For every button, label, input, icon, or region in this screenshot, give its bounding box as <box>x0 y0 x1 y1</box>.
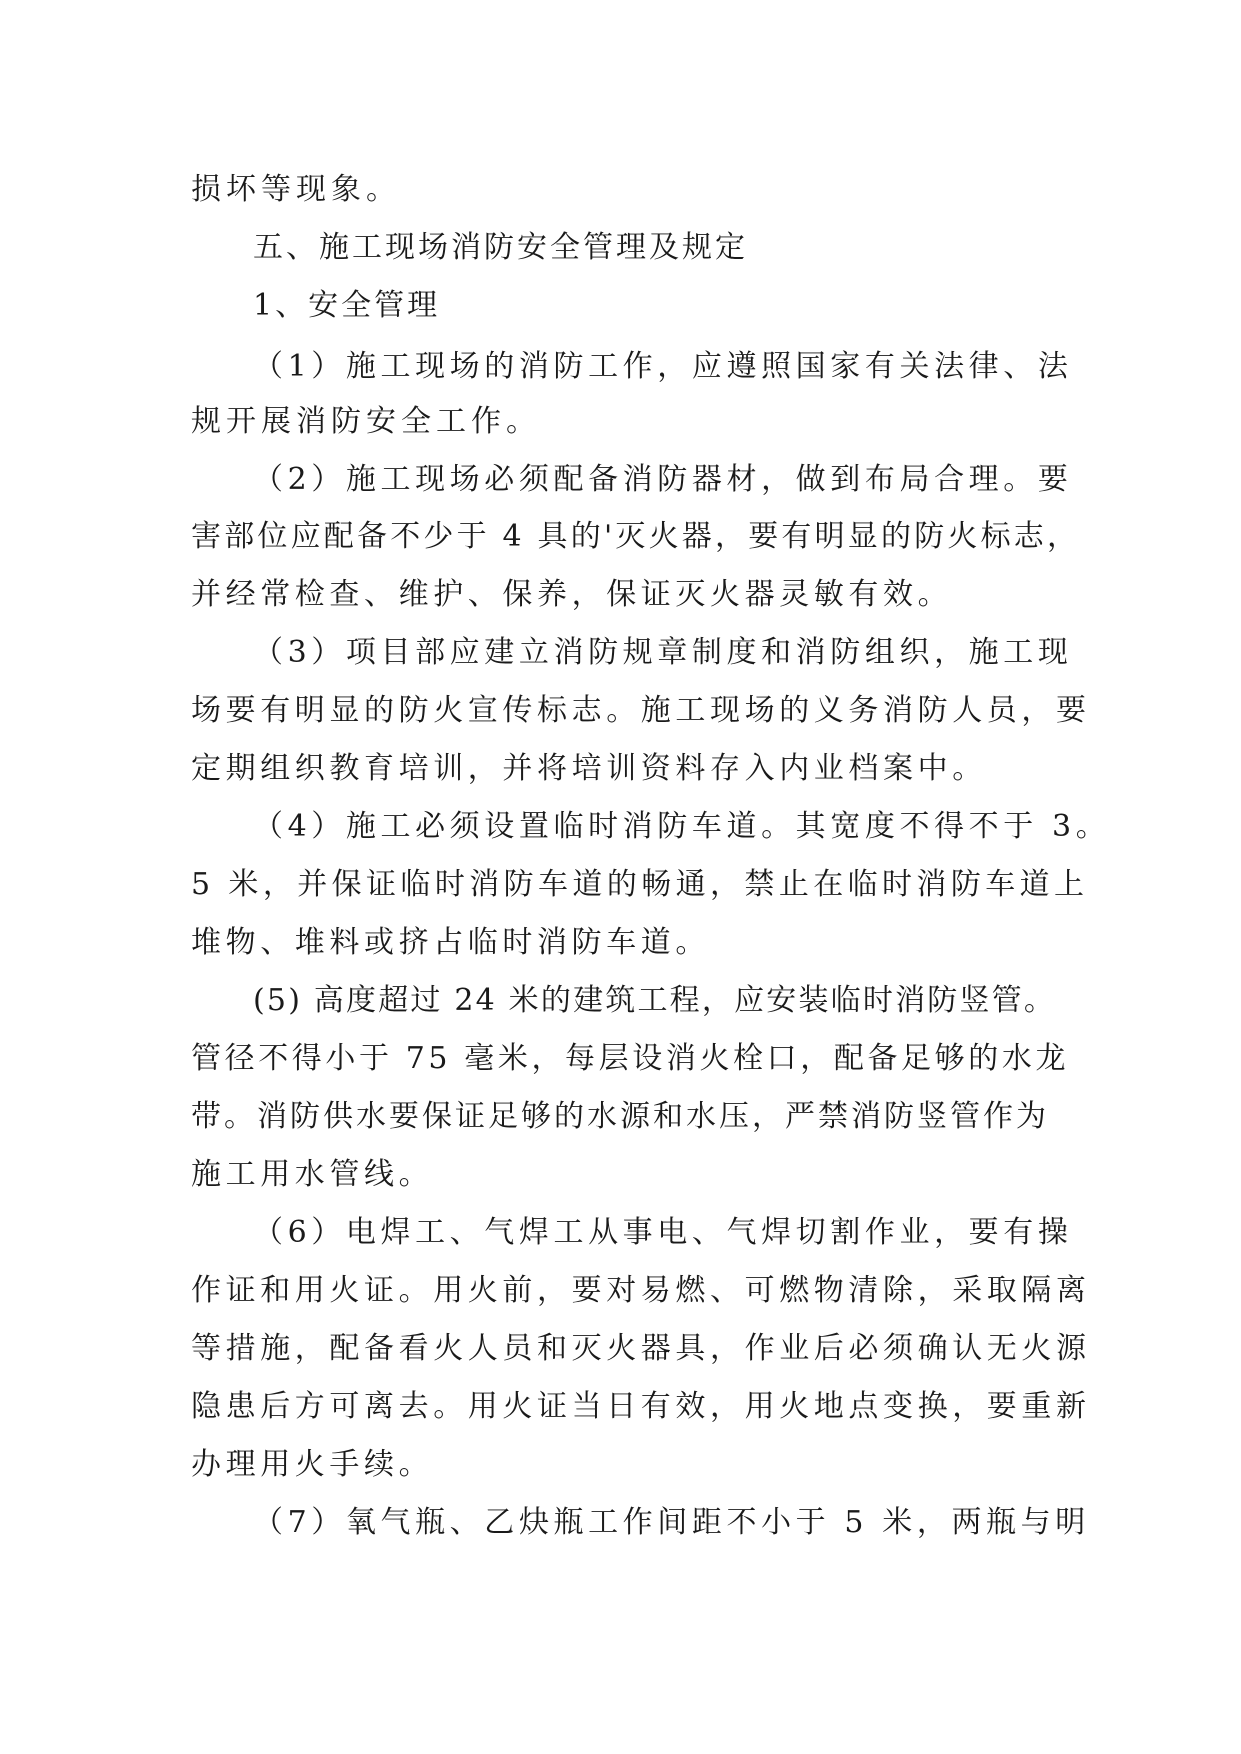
text-line: (5) 高度超过 24 米的建筑工程，应安装临时消防竖管。 <box>253 983 1057 1018</box>
text-line: 带。消防供水要保证足够的水源和水压，严禁消防竖管作为 <box>191 1099 1049 1134</box>
text-line: （2）施工现场必须配备消防器材，做到布局合理。要 <box>253 462 1073 497</box>
text-line: （6）电焊工、气焊工从事电、气焊切割作业，要有操 <box>253 1215 1073 1250</box>
text-line: 办理用火手续。 <box>191 1447 434 1482</box>
text-line: 规开展消防安全工作。 <box>191 404 541 439</box>
text-line: 5 米，并保证临时消防车道的畅通，禁止在临时消防车道上 <box>191 867 1089 902</box>
text-line: 并经常检查、维护、保养，保证灭火器灵敏有效。 <box>191 577 953 612</box>
subsection-heading: 1、安全管理 <box>253 288 441 323</box>
text-line: 损坏等现象。 <box>191 172 401 207</box>
text-line: 管径不得小于 75 毫米，每层设消火栓口，配备足够的水龙 <box>191 1041 1070 1076</box>
text-line: 堆物、堆料或挤占临时消防车道。 <box>191 925 710 960</box>
text-line: （1）施工现场的消防工作，应遵照国家有关法律、法 <box>253 349 1073 384</box>
text-line: 隐患后方可离去。用火证当日有效，用火地点变换，要重新 <box>191 1389 1091 1424</box>
text-line: （3）项目部应建立消防规章制度和消防组织，施工现 <box>253 635 1073 670</box>
text-line: 定期组织教育培训，并将培训资料存入内业档案中。 <box>191 751 987 786</box>
text-line: （7）氧气瓶、乙炔瓶工作间距不小于 5 米，两瓶与明 <box>253 1505 1090 1540</box>
section-heading: 五、施工现场消防安全管理及规定 <box>253 230 748 265</box>
text-line: 场要有明显的防火宣传标志。施工现场的义务消防人员，要 <box>191 693 1091 728</box>
text-line: 等措施，配备看火人员和灭火器具，作业后必须确认无火源 <box>191 1331 1091 1366</box>
text-line: （4）施工必须设置临时消防车道。其宽度不得不于 3。 <box>253 809 1111 844</box>
text-line: 作证和用火证。用火前，要对易燃、可燃物清除，采取隔离 <box>191 1273 1091 1308</box>
text-line: 害部位应配备不少于 4 具的'灭火器，要有明显的防火标志， <box>191 519 1081 554</box>
text-line: 施工用水管线。 <box>191 1157 434 1192</box>
